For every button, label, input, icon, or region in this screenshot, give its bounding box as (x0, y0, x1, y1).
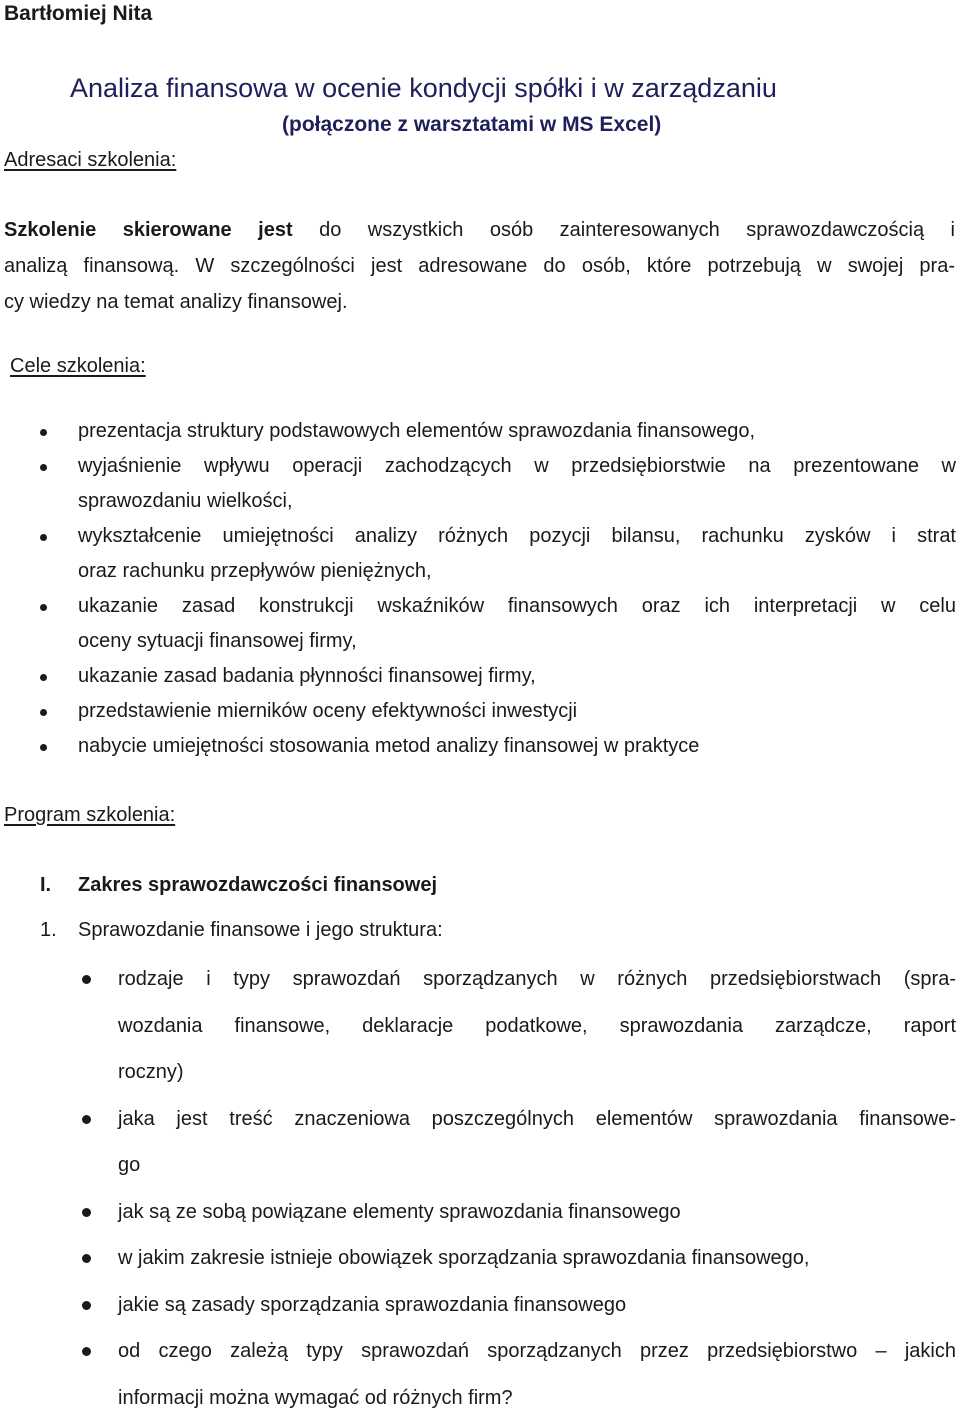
list-item-text: informacji można wymagać od różnych firm? (118, 1375, 956, 1421)
list-item (82, 1189, 956, 1236)
subsection-heading (40, 915, 443, 945)
list-item-text: go (118, 1142, 956, 1189)
bullet-icon (82, 1208, 91, 1217)
bullet-icon (82, 1254, 91, 1263)
section-heading-adresaci: Adresaci szkolenia: (4, 146, 176, 174)
list-item-text: od czego zależą typy sprawozdań sporządzanych przez przedsiębiorstwo – jakich (118, 1328, 956, 1375)
list-item (82, 1328, 956, 1421)
list-item-text: ukazanie zasad badania płynności finansowej firmy, (78, 659, 956, 694)
list-item-text: wykształcenie umiejętności analizy różnych pozycji bilansu, rachunku zysków i strat (78, 519, 956, 554)
list-item-text: sprawozdaniu wielkości, (78, 484, 956, 519)
bullet-icon (40, 744, 47, 751)
list-item-text: oceny sytuacji finansowej firmy, (78, 624, 956, 659)
list-item-text: w jakim zakresie istnieje obowiązek sporządzania sprawozdania finansowego, (118, 1235, 956, 1282)
bullet-icon (40, 429, 47, 436)
list-item-text: ukazanie zasad konstrukcji wskaźników finansowych oraz ich interpretacji w celu (78, 589, 956, 624)
list-item-text: przedstawienie mierników oceny efektywności inwestycji (78, 694, 956, 729)
section-heading-program: Program szkolenia: (4, 801, 175, 829)
intro-line: cy wiedzy na temat analizy finansowej. (4, 284, 955, 320)
bullet-icon (82, 975, 91, 984)
list-item (82, 1282, 956, 1329)
subsection-title: Sprawozdanie finansowe i jego struktura: (78, 919, 443, 941)
list-item-text: jakie są zasady sporządzania sprawozdania finansowego (118, 1282, 956, 1329)
program-list (82, 956, 956, 1421)
bullet-icon (40, 464, 47, 471)
list-item-text: roczny) (118, 1049, 956, 1096)
list-item (40, 729, 956, 764)
list-item (82, 1096, 956, 1189)
bullet-icon (40, 674, 47, 681)
list-item (82, 956, 956, 1096)
subsection-number: 1. (40, 915, 78, 945)
list-item (40, 519, 956, 589)
list-item-text: rodzaje i typy sprawozdań sporządzanych w różnych przedsiębiorstwach (spra- (118, 956, 956, 1003)
list-item (40, 449, 956, 519)
section-heading-cele: Cele szkolenia: (10, 352, 146, 380)
bullet-icon (82, 1301, 91, 1310)
intro-lead: Szkolenie skierowane jest (4, 219, 293, 241)
list-item-text: wozdania finansowe, deklaracje podatkowe, sprawozdania zarządcze, raport (118, 1003, 956, 1050)
bullet-icon (40, 604, 47, 611)
list-item-text: jaka jest treść znaczeniowa poszczególnych elementów sprawozdania finansowe- (118, 1096, 956, 1143)
document-title: Analiza finansowa w ocenie kondycji spółki i w zarządzaniu (70, 70, 777, 106)
list-item (40, 694, 956, 729)
list-item (40, 414, 956, 449)
cele-list (40, 414, 956, 764)
chapter-heading (40, 870, 437, 900)
intro-paragraph (4, 212, 955, 320)
chapter-number: I. (40, 870, 78, 900)
list-item-text: prezentacja struktury podstawowych elementów sprawozdania finansowego, (78, 414, 956, 449)
list-item (40, 659, 956, 694)
list-item-text: jak są ze sobą powiązane elementy sprawozdania finansowego (118, 1189, 956, 1236)
list-item (40, 589, 956, 659)
author-name: Bartłomiej Nita (4, 0, 152, 28)
list-item (82, 1235, 956, 1282)
bullet-icon (82, 1115, 91, 1124)
list-item-text: oraz rachunku przepływów pieniężnych, (78, 554, 956, 589)
document-subtitle: (połączone z warsztatami w MS Excel) (282, 111, 661, 139)
intro-line: Szkolenie skierowane jest do wszystkich osób zainteresowanych sprawozdawczością i (4, 212, 955, 248)
list-item-text: wyjaśnienie wpływu operacji zachodzących w przedsiębiorstwie na prezentowane w (78, 449, 956, 484)
bullet-icon (82, 1347, 91, 1356)
intro-line: analizą finansową. W szczególności jest adresowane do osób, które potrzebują w swojej pra- (4, 248, 955, 284)
list-item-text: nabycie umiejętności stosowania metod analizy finansowej w praktyce (78, 729, 956, 764)
bullet-icon (40, 709, 47, 716)
chapter-title: Zakres sprawozdawczości finansowej (78, 874, 437, 896)
bullet-icon (40, 534, 47, 541)
